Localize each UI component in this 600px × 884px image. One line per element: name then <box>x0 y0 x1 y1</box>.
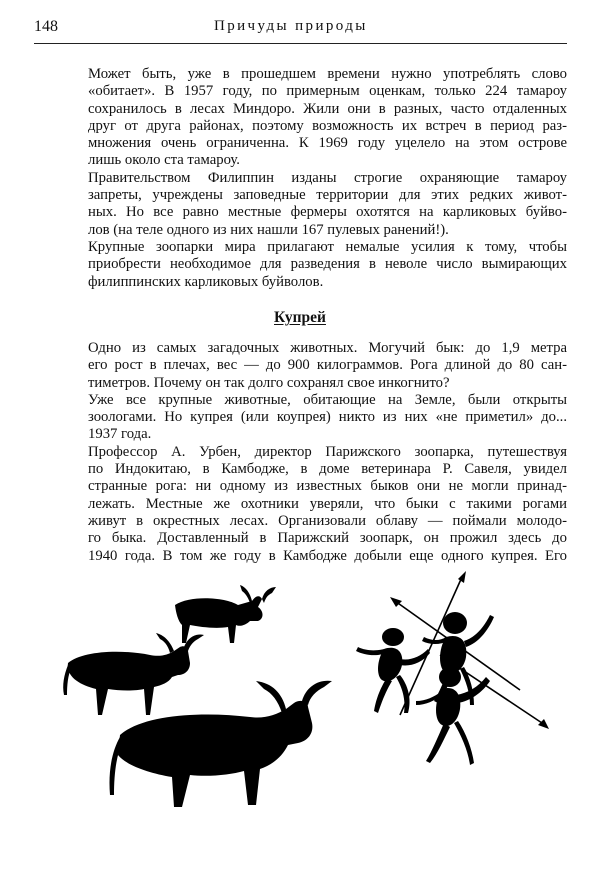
text-line: ных. Но все равно местные фермеры охотятся на карликовых буйво- <box>88 204 567 221</box>
human-figure-2 <box>422 612 494 705</box>
text-line: Одно из самых загадочных животных. Могучий бык: до 1,9 метра <box>88 340 567 356</box>
paragraph <box>70 170 567 239</box>
text-line: Уже все крупные животные, обитающие на Земле, были открыты <box>88 391 567 408</box>
running-title: Причуды природы <box>214 18 368 34</box>
text-line: приобрести необходимое для разведения в неволе число вымирающих <box>88 256 567 273</box>
text-line: Профессор А. Урбен, директор Парижского зоопарка, путешествуя <box>88 443 567 460</box>
text-line: живут в окрестных лесах. Организовали облаву — поймали молодо- <box>88 512 567 529</box>
bull-silhouette-medium <box>63 633 204 715</box>
paragraph <box>70 444 567 565</box>
paragraph <box>70 392 567 444</box>
paragraph <box>70 66 567 170</box>
section-title: Купрей <box>274 309 326 326</box>
text-line: зоологами. Но купрея (или коупрея) никто из них «не приметил» до... <box>88 409 567 426</box>
text-line: запреты, учреждены заповедные территории для этих редких живот- <box>88 187 567 204</box>
page-number: 148 <box>34 18 58 35</box>
paragraph <box>70 239 567 291</box>
bull-silhouette-small <box>175 585 276 643</box>
text-line: сохранилось в лесах Миндоро. Жили они в разных, часто отдаленных <box>88 100 567 117</box>
text-line: Может быть, уже в прошедшем времени нужно употреблять слово <box>88 66 567 82</box>
text-line: лежать. Местные же охотники уверяли, что быки с такими рогами <box>88 495 567 512</box>
text-line: го быка. Доставленный в Парижский зоопарк, он прожил здесь до <box>88 530 567 547</box>
header-rule <box>34 43 567 44</box>
text-line: множения очень ограниченна. К 1969 году уцелело на этом острове <box>88 135 567 152</box>
text-line: «обитает». В 1957 году, по примерным оценкам, только 224 тамароу <box>88 83 567 100</box>
text-line: 1940 года. В том же году в Камбодже добыли еще одного купрея. Его <box>88 547 567 564</box>
text-line: Крупные зоопарки мира прилагают немалые усилия к тому, чтобы <box>88 238 567 255</box>
bull-silhouette-large <box>109 681 332 807</box>
text-line: 1937 года. <box>88 426 152 443</box>
paragraph <box>70 340 567 392</box>
text-line: друг от друга районах, поэтому возможность их встреч в период раз- <box>88 117 567 134</box>
spear-tips <box>390 571 549 729</box>
text-line: по Индокитаю, в Камбодже, в доме ветеринара Р. Савеля, увидел <box>88 461 567 478</box>
text-line: его рост в плечах, вес — до 900 килограммов. Рога длиной до 80 сан- <box>88 357 567 374</box>
text-line: лишь около ста тамароу. <box>88 152 240 169</box>
section-text-block <box>70 340 567 565</box>
intro-text-block <box>70 66 567 291</box>
rock-art-illustration <box>50 565 560 865</box>
text-line: Правительством Филиппин изданы строгие охраняющие тамароу <box>88 169 567 186</box>
text-line: странные рога: ни одному из известных быков они не могли принад- <box>88 478 567 495</box>
text-line: филиппинских карликовых буйволов. <box>88 273 324 290</box>
text-line: тиметров. Почему он так долго сохранял свое инкогнито? <box>88 374 450 391</box>
human-figure-1 <box>356 628 430 713</box>
text-line: лов (на теле одного из них нашли 167 пулевых ранений!). <box>88 221 449 238</box>
